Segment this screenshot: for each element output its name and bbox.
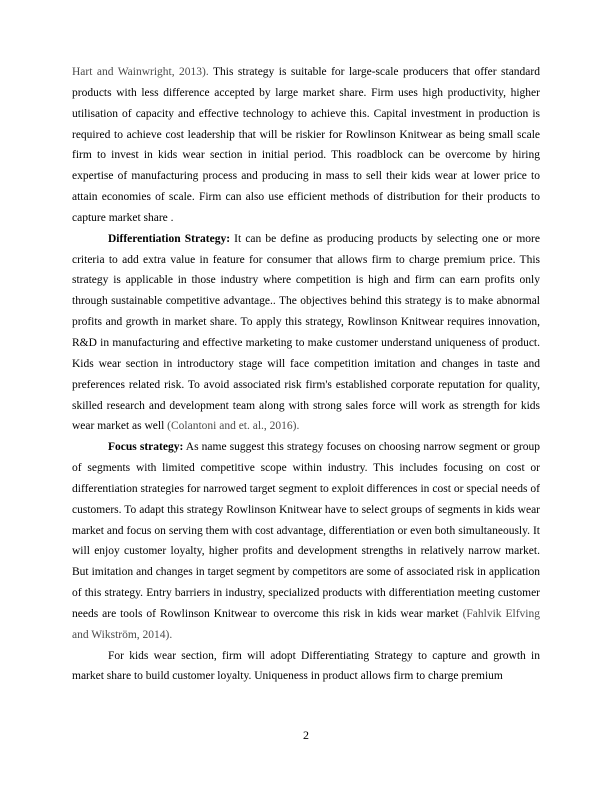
paragraph-kids-wear — [72, 646, 540, 688]
citation: (Colantoni and et. al., 2016). — [167, 420, 300, 433]
paragraph-text: It can be define as producing products by selecting one or more criteria to add extra value in feature for consumer that allows firm to charge premium price. This strategy is applicable in those industry where competition is high and firm can earn profits only through sustainable competitive advantage.. The objectives behind this strategy is to make abnormal profits and growth in market share. To apply this strategy, Rowlinson Knitwear requires innovation, R&D in manufacturing and effective marketing to make customer understand uniqueness of product. Kids wear section in introductory stage will face competition imitation and changes in taste and preferences related risk. To avoid associated risk firm's established corporate reputation for quality, skilled research and development team along with strong sales force will work as strength for kids wear market as well — [72, 232, 540, 433]
paragraph-focus — [72, 437, 540, 645]
differentiation-heading: Differentiation Strategy: — [108, 232, 231, 245]
body-text — [72, 62, 540, 687]
paragraph-text: This strategy is suitable for large-scale producers that offer standard products with less difference accepted by large market share. Firm uses high productivity, higher utilisation of capacity and effective technology to achieve this. Capital investment in production is required to achieve cost leadership that will be riskier for Rowlinson Knitwear as being small scale firm to invest in kids wear section in initial period. This roadblock can be overcome by hiring expertise of manufacturing process and producing in mass to sell their kids wear at lower price to attain economies of scale. Firm can also use efficient methods of distribution for their products to capture market share . — [72, 66, 540, 224]
citation: (Fahlvik Elfving and Wikström, 2014). — [72, 607, 540, 641]
paragraph-text: For kids wear section, firm will adopt Differentiating Strategy to capture and growth in market share to build customer loyalty. Uniqueness in product allows firm to charge premium — [72, 649, 540, 683]
page-number: 2 — [303, 728, 309, 742]
paragraph-text: As name suggest this strategy focuses on choosing narrow segment or group of segments with limited competitive scope within industry. This includes focusing on cost or differentiation strategies for narrowed target segment to exploit differences in cost or special needs of customers. To adapt this strategy Rowlinson Knitwear have to select groups of segments in kids wear market and focus on serving them with cost advantage, differentiation or even both simultaneously. It will enjoy customer loyalty, higher profits and development strengths in relatively narrow market. But imitation and changes in target segment by competitors are some of associated risk in application of this strategy. Entry barriers in industry, specialized products with differentiation meeting customer needs are tools of Rowlinson Knitwear to overcome this risk in kids wear market — [72, 441, 540, 620]
paragraph-cost-leadership — [72, 62, 540, 229]
paragraph-differentiation — [72, 229, 540, 437]
focus-heading: Focus strategy: — [108, 441, 184, 454]
citation: Hart and Wainwright, 2013). — [72, 66, 209, 78]
